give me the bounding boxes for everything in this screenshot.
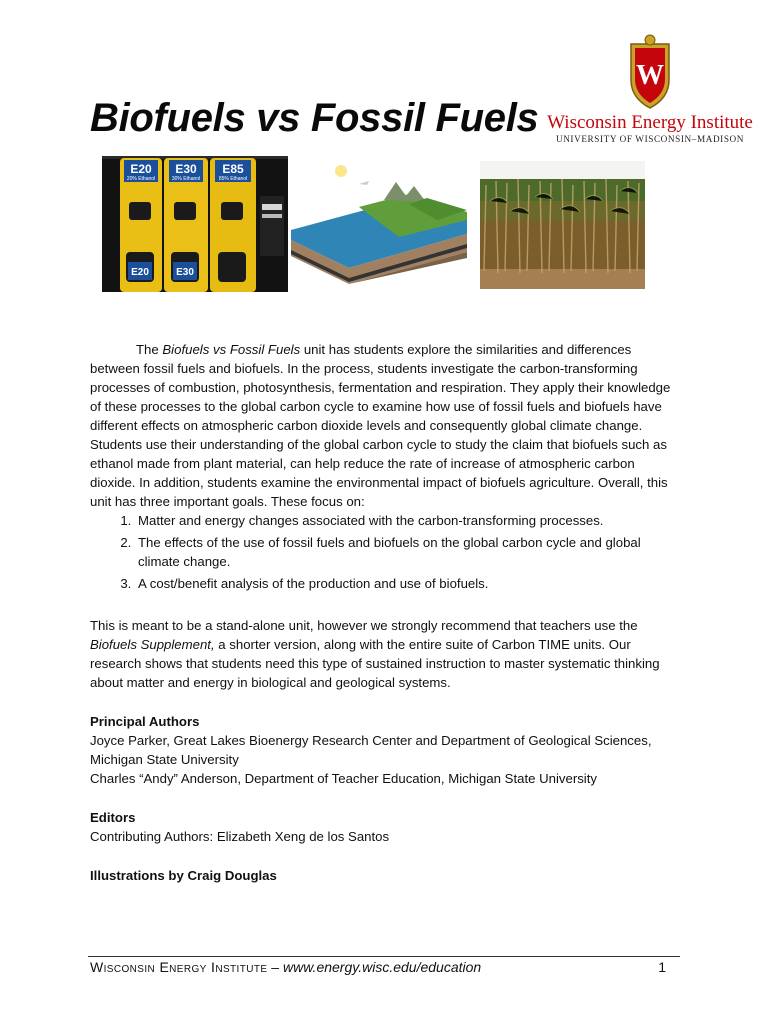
editors-line: Contributing Authors: Elizabeth Xeng de los Santos bbox=[90, 829, 390, 844]
pump-lower-label-2: E30 bbox=[176, 267, 194, 278]
landscape-cross-section-illustration bbox=[289, 162, 467, 284]
authors-heading: Principal Authors bbox=[90, 714, 200, 729]
page-footer bbox=[90, 959, 670, 975]
list-item: 1. Matter and energy changes associated with the carbon-transforming processes. bbox=[135, 511, 675, 530]
uw-crest-icon bbox=[625, 34, 675, 110]
illustrations-credit: Illustrations by Craig Douglas bbox=[90, 868, 277, 883]
pump-sublabel-1: 20% Ethanol bbox=[126, 176, 156, 182]
body-text bbox=[90, 340, 675, 885]
fuel-pump-photo bbox=[102, 156, 288, 292]
supplement-italic: Biofuels Supplement, bbox=[90, 637, 215, 652]
page-number: 1 bbox=[658, 959, 666, 975]
pump-label-1: E20 bbox=[130, 162, 152, 176]
author-line: Charles “Andy” Anderson, Department of Teacher Education, Michigan State University bbox=[90, 771, 597, 786]
logo-name: Wisconsin Energy Institute bbox=[547, 112, 753, 133]
intro-paragraph: The Biofuels vs Fossil Fuels unit has students explore the similarities and differences between fossil fuels and biofuels. In the process, students investigate the carbon-transforming processes of combustion, photosynthesis, fermentation and respiration. They apply their knowledge of these processes to the global carbon cycle to examine how use of fossil fuels and biofuels have different effects on atmospheric carbon dioxide levels and consequently global climate change. Students use their understanding of the global carbon cycle to study the claim that biofuels such as ethanol made from plant material, can help reduce the rate of increase of atmospheric carbon dioxide. In addition, students examine the environmental impact of biofuels agriculture. Overall, this unit has three important goals. These focus on: bbox=[90, 342, 671, 509]
editors-heading: Editors bbox=[90, 810, 136, 825]
footer-separator: – bbox=[267, 959, 283, 975]
list-item: 3. A cost/benefit analysis of the production and use of biofuels. bbox=[135, 574, 675, 593]
goals-list bbox=[90, 511, 675, 593]
logo-subtitle: UNIVERSITY OF WISCONSIN–MADISON bbox=[555, 134, 745, 144]
footer-divider bbox=[88, 956, 680, 957]
unit-title-italic: Biofuels vs Fossil Fuels bbox=[162, 342, 301, 357]
footer-org: Wisconsin Energy Institute bbox=[90, 959, 268, 975]
standalone-paragraph: This is meant to be a stand-alone unit, however we strongly recommend that teachers use the Biofuels Supplement, a shorter version, along with the entire suite of Carbon TIME units. Our research shows that students need this type of sustained instruction to master systematic thinking about matter and energy in biological and geological systems. bbox=[90, 618, 660, 690]
author-line: Joyce Parker, Great Lakes Bioenergy Research Center and Department of Geological Sciences, Michigan State University bbox=[90, 733, 652, 767]
pump-lower-label-1: E20 bbox=[131, 267, 149, 278]
pump-label-3: E85 bbox=[222, 162, 244, 176]
document-title: Biofuels vs Fossil Fuels bbox=[90, 96, 539, 140]
wisconsin-energy-institute-logo bbox=[545, 34, 755, 154]
pump-sublabel-3: 85% Ethanol bbox=[218, 176, 248, 182]
pump-sublabel-2: 30% Ethanol bbox=[171, 176, 201, 182]
pump-label-2: E30 bbox=[175, 162, 197, 176]
list-item: 2. The effects of the use of fossil fuels and biofuels on the global carbon cycle and global climate change. bbox=[135, 533, 675, 571]
cornfield-photo bbox=[480, 161, 645, 289]
footer-url: www.energy.wisc.edu/education bbox=[283, 959, 482, 975]
crest-letter: W bbox=[636, 60, 664, 91]
